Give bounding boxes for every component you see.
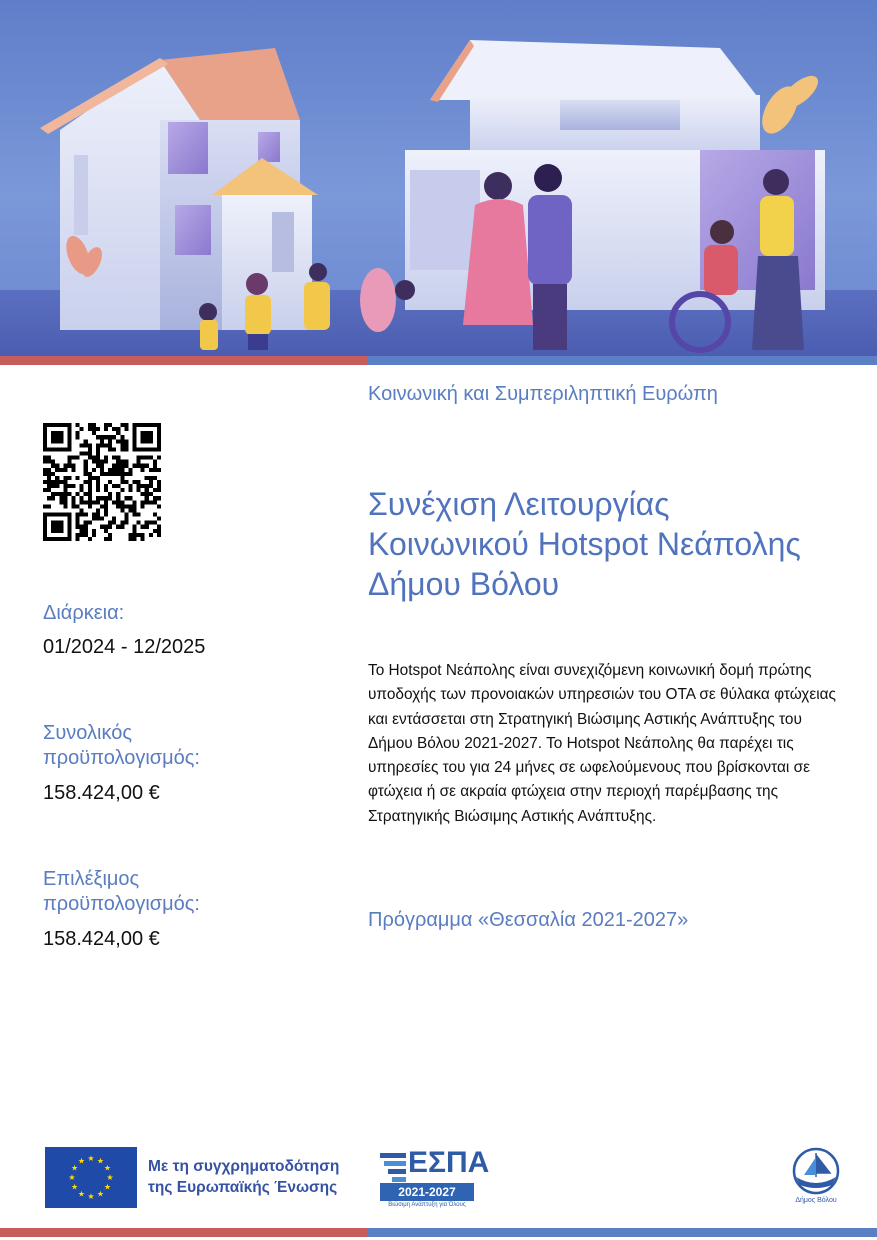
eu-flag-logo xyxy=(45,1147,137,1208)
eu-star-icon: ★ xyxy=(68,1173,76,1182)
eu-cofunding-line-2: της Ευρωπαϊκής Ένωσης xyxy=(148,1179,338,1196)
espa-logo xyxy=(378,1145,490,1213)
espa-bars-icon xyxy=(380,1153,406,1183)
eu-star-icon: ★ xyxy=(77,1189,86,1199)
municipality-logo xyxy=(786,1145,846,1209)
eu-star-icon: ★ xyxy=(87,1192,95,1201)
ship-icon xyxy=(786,1145,846,1197)
project-description: Το Hotspot Νεάπολης είναι συνεχιζόμενη κοινωνική δομή πρώτης υποδοχής των προνοιακών υπηρεσιών του ΟΤΑ σε θύλακα φτώχειας και εντάσσεται στη Στρατηγική Βιώσιμης Αστικής Ανάπτυξης του Δήμου Βόλου 2021-2027. Το Hotspot Νεάπολης θα παρέχει τις υπηρεσίες του για 24 μήνες σε ωφελούμενους που βρίσκονται σε φτώχεια ή σε ακραία φτώχεια στην περιοχή παρέμβασης της Στρατηγικής Βιώσιμης Αστικής Ανάπτυξης. xyxy=(368,662,836,825)
espa-logo-text: ΕΣΠΑ xyxy=(408,1146,490,1179)
eu-cofunding-text xyxy=(148,1156,339,1198)
qr-code-pattern xyxy=(43,423,161,541)
eu-cofunding-line-1: Με τη συγχρηματοδότηση xyxy=(148,1158,340,1175)
total-budget-label: Συνολικός προϋπολογισμός: xyxy=(43,722,200,769)
stripe-red-segment xyxy=(0,1228,368,1237)
stripe-red-segment xyxy=(0,356,368,365)
eu-star-icon: ★ xyxy=(96,1189,105,1199)
hero-illustration xyxy=(0,0,877,356)
total-budget-value: 158.424,00 € xyxy=(43,782,160,804)
eu-star-icon: ★ xyxy=(70,1182,79,1192)
qr-code[interactable] xyxy=(43,423,161,541)
thematic-subtitle: Κοινωνική και Συμπεριληπτική Ευρώπη xyxy=(368,383,718,405)
eu-star-icon: ★ xyxy=(103,1182,112,1192)
espa-tagline: Βιώσιμη Ανάπτυξη για Όλους xyxy=(388,1202,466,1208)
espa-years: 2021-2027 xyxy=(380,1183,474,1201)
duration-value: 01/2024 - 12/2025 xyxy=(43,636,206,658)
page-title: Συνέχιση Λειτουργίας Κοινωνικού Hotspot Νεάπολης Δήμου Βόλου xyxy=(368,486,801,602)
bottom-color-stripe xyxy=(0,1228,877,1237)
eu-star-icon: ★ xyxy=(103,1163,112,1173)
stripe-blue-segment xyxy=(368,356,877,365)
duration-label: Διάρκεια: xyxy=(43,602,125,624)
municipality-name: Δήμος Βόλου xyxy=(795,1197,837,1204)
eu-stars-icon xyxy=(45,1147,137,1208)
eu-star-icon: ★ xyxy=(106,1173,114,1182)
eu-star-icon: ★ xyxy=(96,1156,105,1166)
eu-star-icon: ★ xyxy=(70,1163,79,1173)
program-name: Πρόγραμμα «Θεσσαλία 2021-2027» xyxy=(368,909,689,931)
eligible-budget-label: Επιλέξιμος προϋπολογισμός: xyxy=(43,868,200,915)
eligible-budget-value: 158.424,00 € xyxy=(43,928,160,950)
eu-star-icon: ★ xyxy=(87,1154,95,1163)
houses-and-people-illustration xyxy=(0,0,877,356)
stripe-blue-segment xyxy=(368,1228,877,1237)
eu-star-icon: ★ xyxy=(77,1156,86,1166)
top-color-stripe xyxy=(0,356,877,365)
